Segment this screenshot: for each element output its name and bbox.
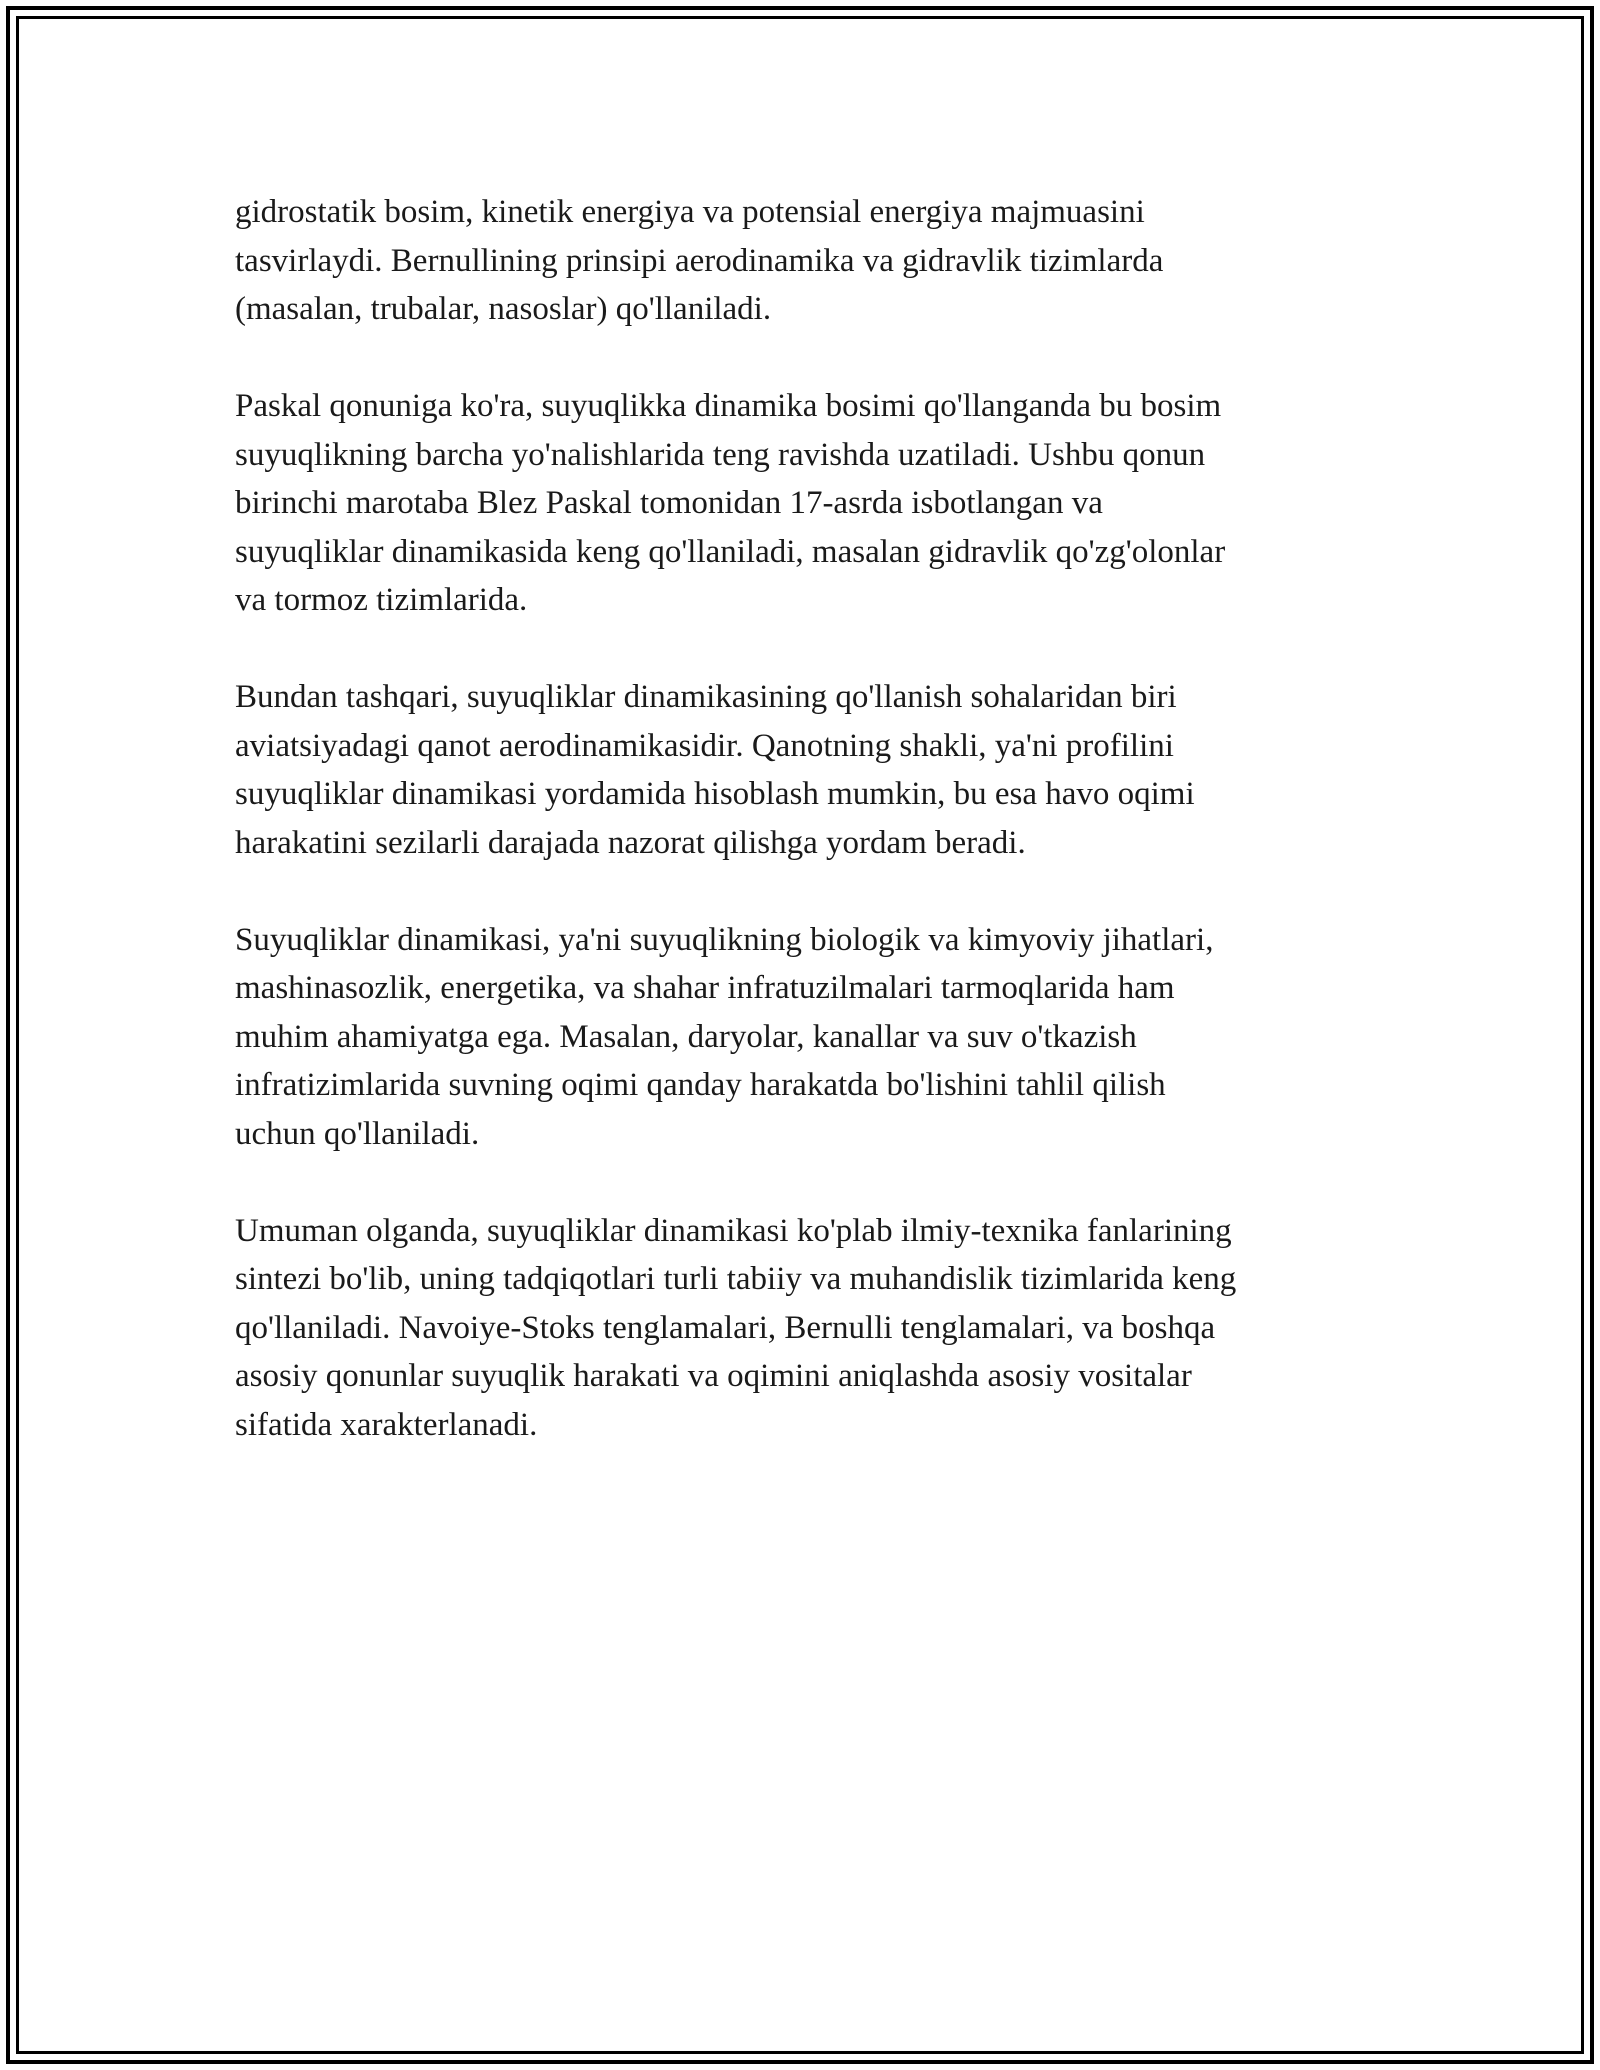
paragraph-aviation: Bundan tashqari, suyuqliklar dinamikasining qo'llanish sohalaridan biri aviatsiyadagi qanot aerodinamikasidir. Qanotning shakli, ya'ni profilini suyuqliklar dinamikasi yordamida hisoblash mumkin, bu esa havo oqimi harakatini sezilarli darajada nazorat qilishga yordam beradi. — [235, 679, 1195, 861]
document-body — [235, 188, 1375, 1498]
paragraph-pascal-law: Paskal qonuniga ko'ra, suyuqlikka dinamika bosimi qo'llanganda bu bosim suyuqlikning barcha yo'nalishlarida teng ravishda uzatiladi. Ushbu qonun birinchi marotaba Blez Paskal tomonidan 17-asrda isbotlangan va suyuqliklar dinamikasida keng qo'llaniladi, masalan gidravlik qo'zg'olonlar va tormoz tizimlarida. — [235, 388, 1226, 618]
paragraph-bernoulli: gidrostatik bosim, kinetik energiya va potensial energiya majmuasini tasvirlaydi. Bernullining prinsipi aerodinamika va gidravlik tizimlarda (masalan, trubalar, nasoslar) qo'llaniladi. — [235, 194, 1164, 327]
paragraph-conclusion: Umuman olganda, suyuqliklar dinamikasi ko'plab ilmiy-texnika fanlarining sintezi bo'lib, uning tadqiqotlari turli tabiiy va muhandislik tizimlarida keng qo'llaniladi. Navoiye-Stoks tenglamalari, Bernulli tenglamalari, va boshqa asosiy qonunlar suyuqlik harakati va oqimini aniqlashda asosiy vositalar sifatida xarakterlanadi. — [235, 1212, 1237, 1443]
paragraph-applications: Suyuqliklar dinamikasi, ya'ni suyuqlikning biologik va kimyoviy jihatlari, mashinasozlik, energetika, va shahar infratuzilmalari tarmoqlarida ham muhim ahamiyatga ega. Masalan, daryolar, kanallar va suv o'tkazish infratizimlarida suvning oqimi qanday harakatda bo'lishini tahlil qilish uchun qo'llaniladi. — [235, 921, 1214, 1152]
